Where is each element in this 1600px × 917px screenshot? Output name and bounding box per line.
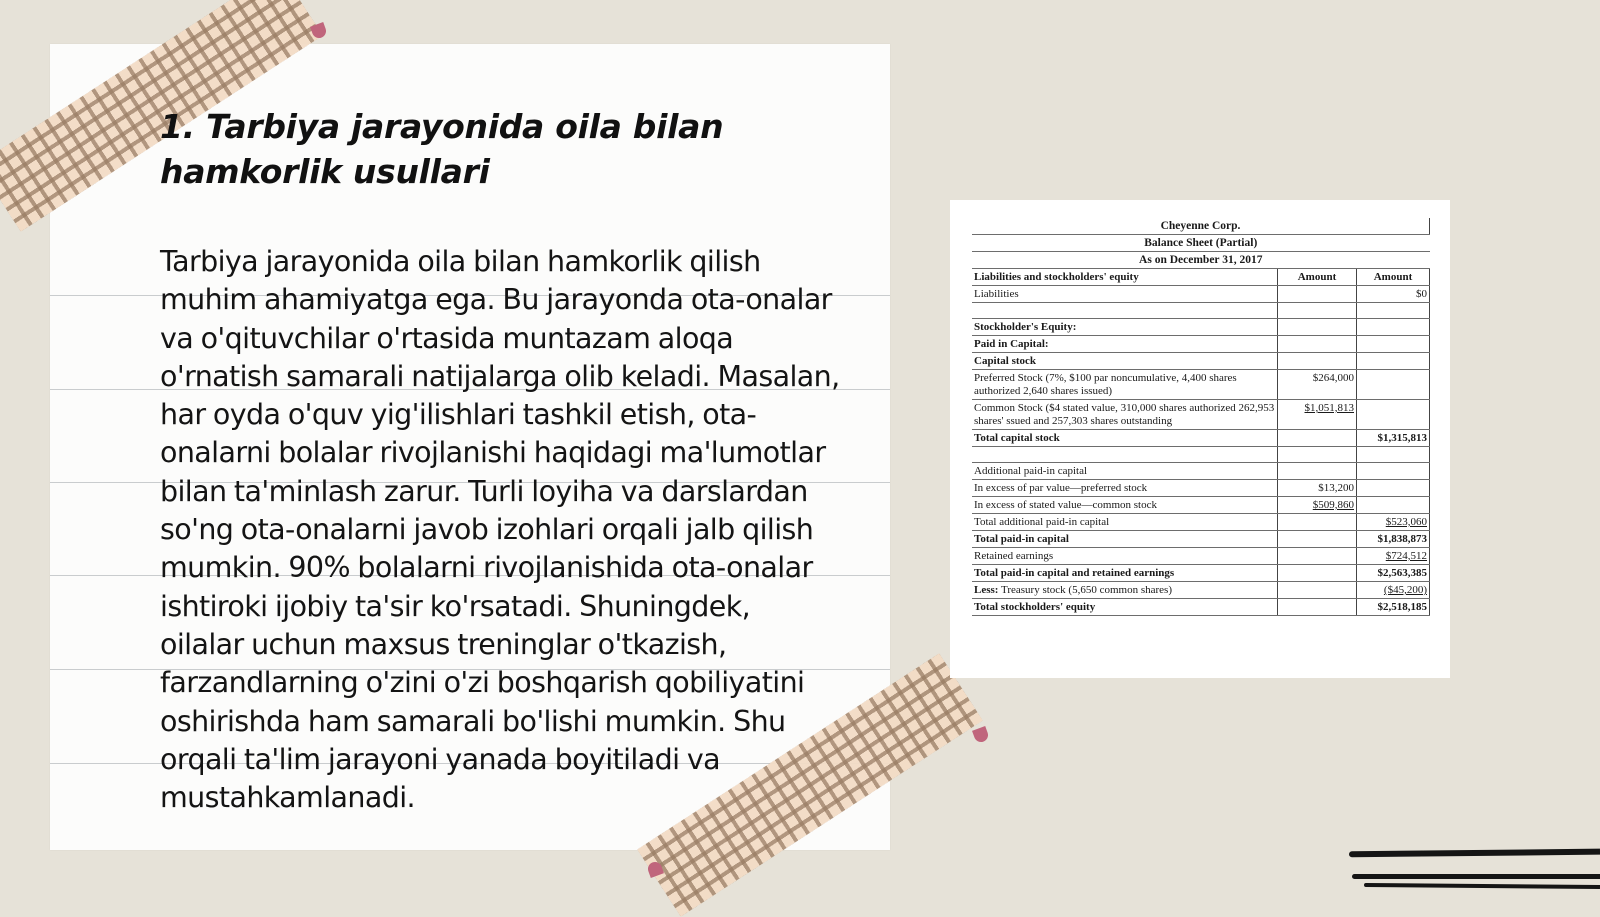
- table-row: [972, 400, 1430, 430]
- row-label: Liabilities: [972, 286, 1278, 303]
- row-amount: $724,512: [1357, 548, 1430, 565]
- row-amount: ($45,200): [1357, 582, 1430, 599]
- table-row: [972, 430, 1430, 447]
- row-amount: $0: [1357, 286, 1430, 303]
- row-amount: [1278, 319, 1357, 336]
- table-row: [972, 336, 1430, 353]
- row-amount: [1278, 303, 1357, 319]
- row-amount: $13,200: [1278, 480, 1357, 497]
- table-row: [972, 599, 1430, 616]
- row-amount: [1278, 582, 1357, 599]
- row-amount: [1278, 430, 1357, 447]
- row-amount: [1278, 336, 1357, 353]
- row-label: Total paid-in capital and retained earnings: [972, 565, 1278, 582]
- statement-date: As on December 31, 2017: [972, 252, 1430, 269]
- row-label: Total additional paid-in capital: [972, 514, 1278, 531]
- table-row: [972, 303, 1430, 319]
- balance-sheet-image: [950, 200, 1450, 678]
- row-amount: [1357, 497, 1430, 514]
- row-label: [972, 582, 1278, 599]
- row-amount: [1278, 447, 1357, 463]
- row-label: Paid in Capital:: [972, 336, 1278, 353]
- tape-tab-icon: [972, 726, 990, 744]
- row-label: Total capital stock: [972, 430, 1278, 447]
- row-amount: [1357, 370, 1430, 400]
- column-header: Amount: [1278, 269, 1357, 286]
- table-row: [972, 531, 1430, 548]
- statement-name: Balance Sheet (Partial): [972, 235, 1430, 252]
- row-amount: [1357, 303, 1430, 319]
- row-label-text: Treasury stock (5,650 common shares): [998, 584, 1172, 596]
- row-label: Additional paid-in capital: [972, 463, 1278, 480]
- row-amount: [1357, 319, 1430, 336]
- table-row: [972, 370, 1430, 400]
- row-amount: [1278, 599, 1357, 616]
- row-amount: [1278, 286, 1357, 303]
- row-label: Total paid-in capital: [972, 531, 1278, 548]
- row-amount: [1278, 514, 1357, 531]
- row-amount: [1357, 463, 1430, 480]
- row-amount: [1278, 463, 1357, 480]
- company-name: Cheyenne Corp.: [972, 218, 1430, 235]
- row-label: [972, 303, 1278, 319]
- row-amount: [1357, 480, 1430, 497]
- row-amount: $1,315,813: [1357, 430, 1430, 447]
- table-row: [972, 319, 1430, 336]
- slide-title: 1. Tarbiya jarayonida oila bilan hamkorlik usullari: [160, 107, 724, 191]
- table-row: [972, 582, 1430, 599]
- row-amount: $509,860: [1278, 497, 1357, 514]
- brush-stroke-decoration: [1349, 849, 1600, 858]
- table-row: [972, 480, 1430, 497]
- row-amount: [1278, 531, 1357, 548]
- table-row: [972, 353, 1430, 370]
- row-label: Common Stock ($4 stated value, 310,000 shares authorized 262,953 shares' ssued and 257,303 shares outstanding: [972, 400, 1278, 430]
- row-label: Preferred Stock (7%, $100 par noncumulative, 4,400 shares authorized 2,640 shares issued): [972, 370, 1278, 400]
- table-row: [972, 565, 1430, 582]
- column-header: Amount: [1357, 269, 1430, 286]
- row-amount: $1,838,873: [1357, 531, 1430, 548]
- row-amount: $264,000: [1278, 370, 1357, 400]
- row-label: In excess of stated value—common stock: [972, 497, 1278, 514]
- table-row: [972, 463, 1430, 480]
- row-label: [972, 447, 1278, 463]
- row-label: Retained earnings: [972, 548, 1278, 565]
- balance-sheet-table: [972, 218, 1430, 616]
- row-amount: [1357, 447, 1430, 463]
- row-amount: [1357, 353, 1430, 370]
- row-amount: $2,563,385: [1357, 565, 1430, 582]
- brush-stroke-decoration: [1352, 874, 1600, 879]
- row-amount: [1278, 565, 1357, 582]
- table-row: [972, 548, 1430, 565]
- row-label: Stockholder's Equity:: [972, 319, 1278, 336]
- row-amount: [1357, 400, 1430, 430]
- row-label-prefix: Less:: [974, 584, 999, 596]
- row-amount: $2,518,185: [1357, 599, 1430, 616]
- row-label: Total stockholders' equity: [972, 599, 1278, 616]
- table-row: [972, 497, 1430, 514]
- row-amount: [1357, 336, 1430, 353]
- table-row: [972, 286, 1430, 303]
- column-header: Liabilities and stockholders' equity: [972, 269, 1278, 286]
- row-amount: $523,060: [1357, 514, 1430, 531]
- table-row: [972, 447, 1430, 463]
- row-amount: $1,051,813: [1278, 400, 1357, 430]
- table-row: [972, 514, 1430, 531]
- row-amount: [1278, 353, 1357, 370]
- slide-body-text: Tarbiya jarayonida oila bilan hamkorlik qilish muhim ahamiyatga ega. Bu jarayonda ota-onalar va o'qituvchilar o'rtasida muntazam aloqa o'rnatish samarali natijalarga olib keladi. Masalan, har oyda o'quv yig'ilishlari tashkil etish, ota-onalarni bolalar rivojlanishi haqidagi ma'lumotlar bilan ta'minlash zarur. Turli loyiha va darslardan so'ng ota-onalarni javob izohlari orqali jalb qilish mumkin. 90% bolalarni rivojlanishida ota-onalar ishtiroki ijobiy ta'sir ko'rsatadi. Shuningdek, oilalar uchun maxsus treninglar o'tkazish, farzandlarning o'zini o'zi boshqarish qobiliyatini oshirishda ham samarali bo'lishi mumkin. Shu orqali ta'lim jarayoni yanada boyitiladi va mustahkamlanadi.: [160, 245, 840, 815]
- row-label: Capital stock: [972, 353, 1278, 370]
- row-label: In excess of par value—preferred stock: [972, 480, 1278, 497]
- row-amount: [1278, 548, 1357, 565]
- brush-stroke-decoration: [1364, 883, 1600, 889]
